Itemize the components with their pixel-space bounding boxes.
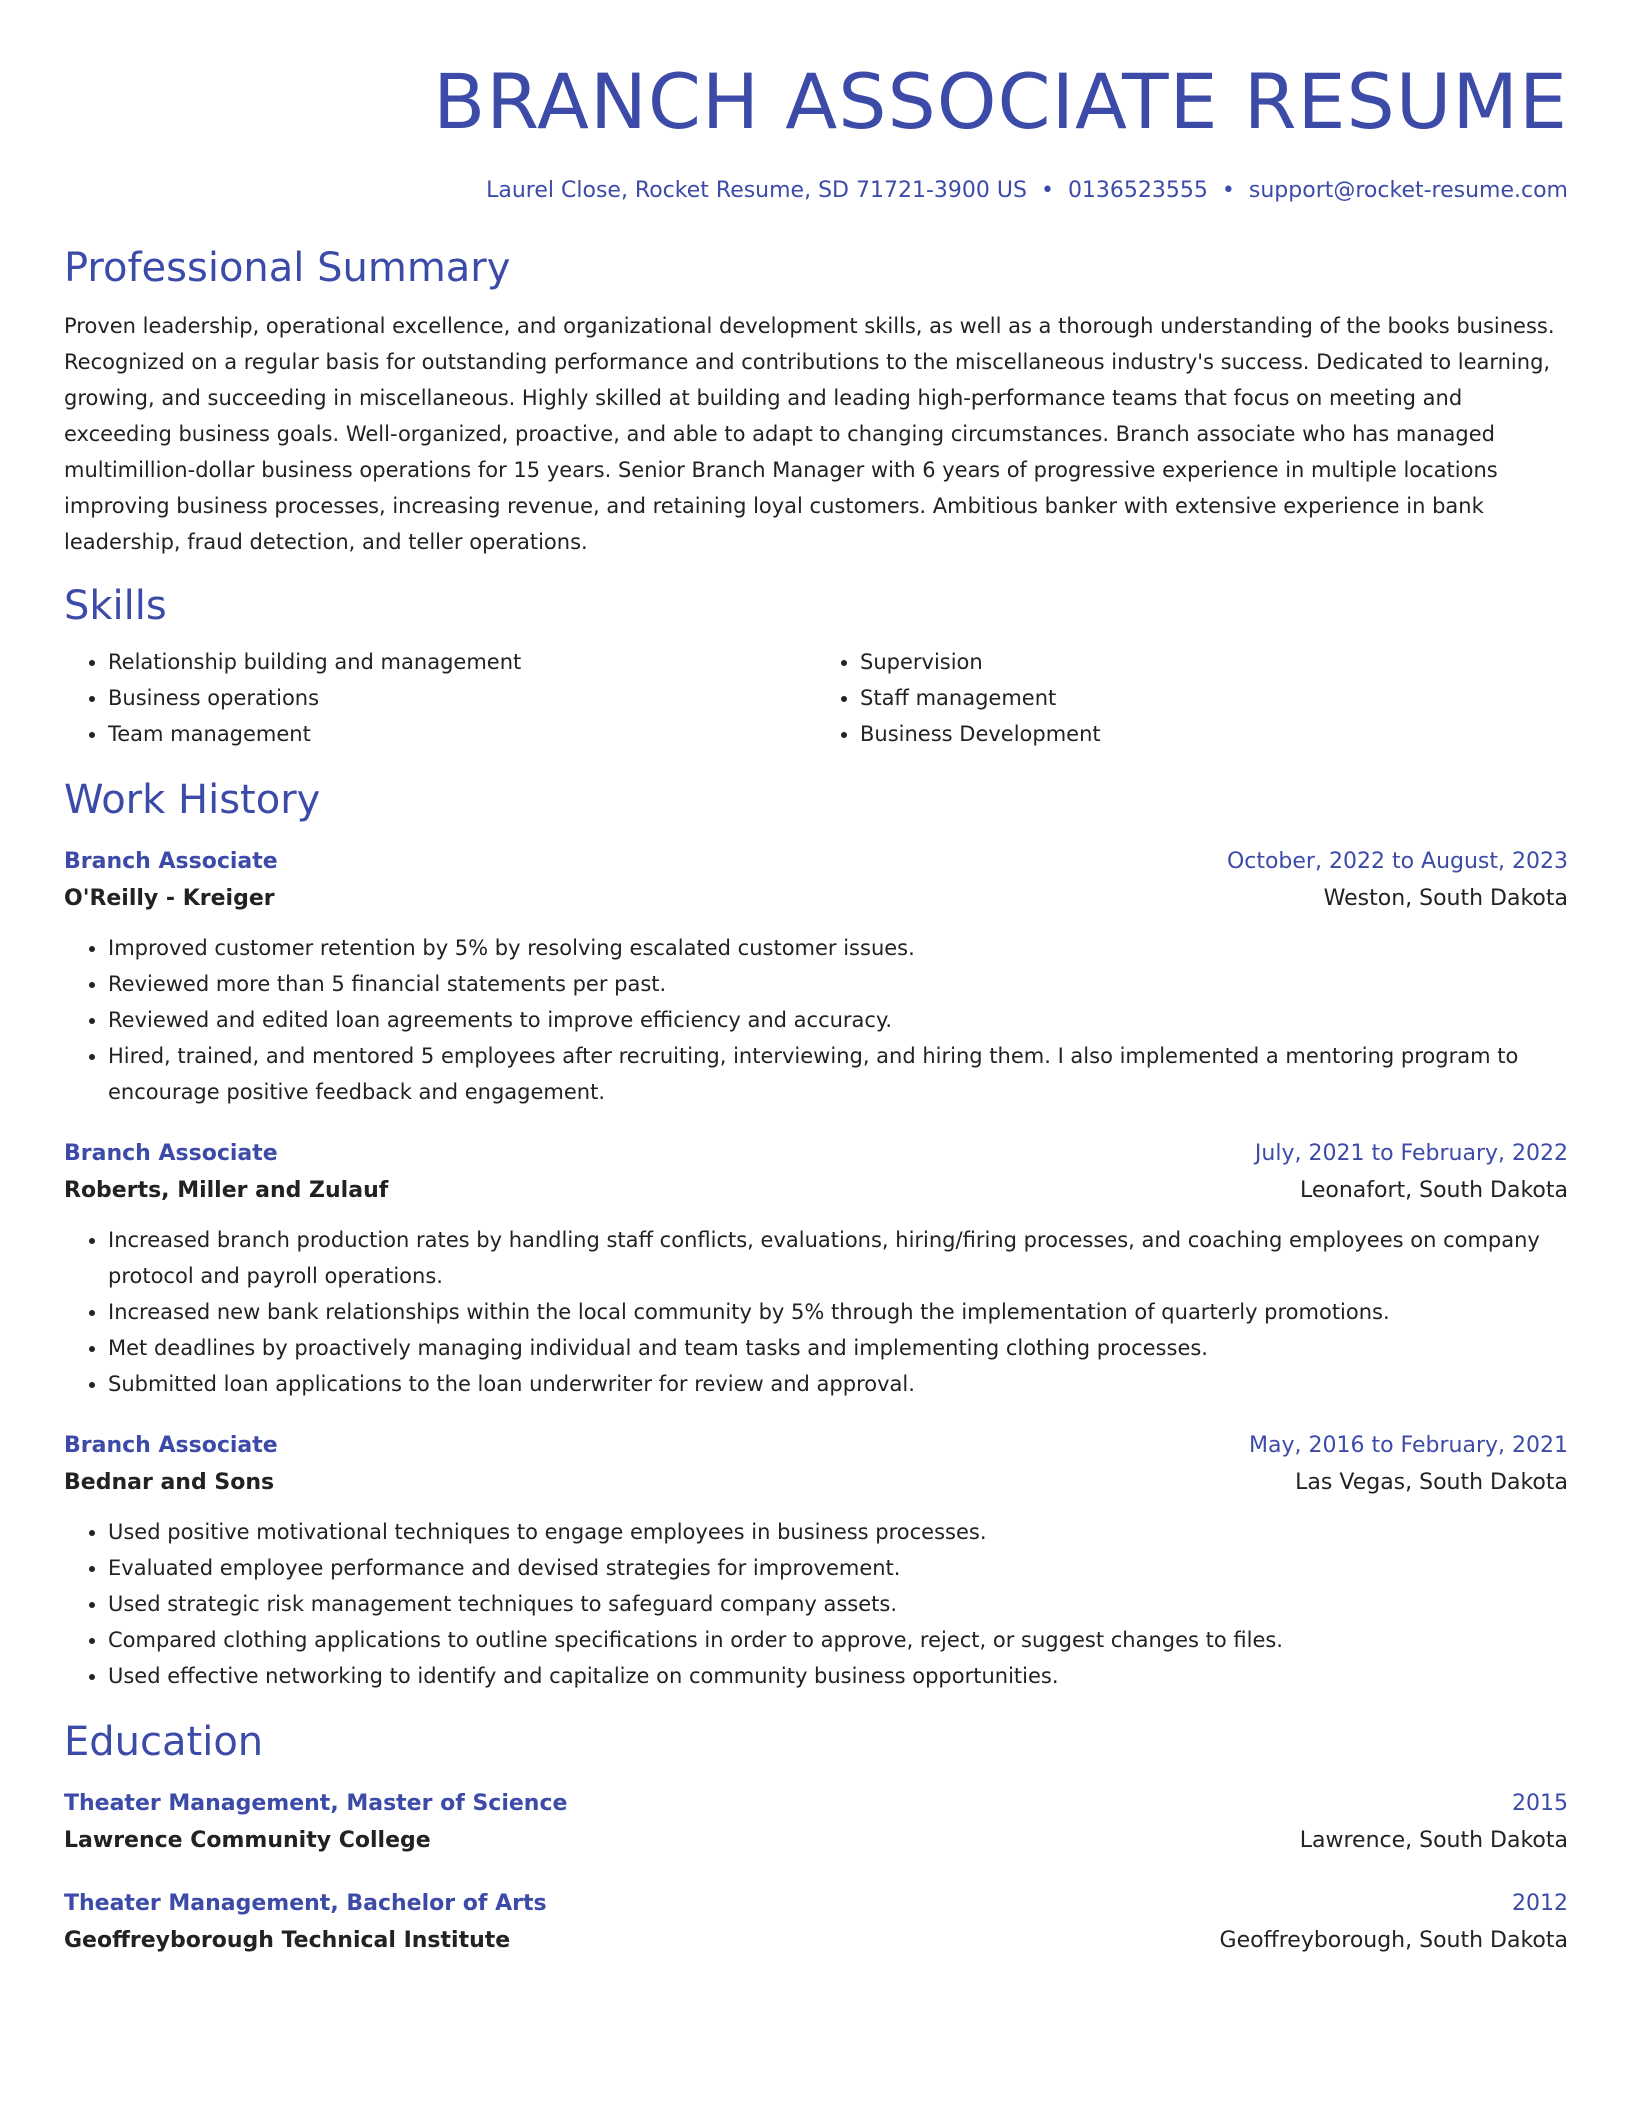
job-bullet: • Increased branch production rates by handling staff conflicts, evaluations, hiring/firing processes, and coaching employees on company protocol and payroll operations.: [108, 1222, 1568, 1294]
summary-text: Proven leadership, operational excellence, and organizational development skills, as well as a thorough understanding of the books business. Recognized on a regular basis for outstanding performance and contributions to the miscellaneous industry's success. Dedicated to learning, growing, and succeeding in miscellaneous. Highly skilled at building and leading high-performance teams that focus on meeting and exceeding business goals. Well-organized, proactive, and able to adapt to changing circumstances. Branch associate who has managed multimillion-dollar business operations for 15 years. Senior Branch Manager with 6 years of progressive experience in multiple locations improving business processes, increasing revenue, and retaining loyal customers. Ambitious banker with extensive experience in bank leadership, fraud detection, and teller operations.: [64, 314, 1555, 554]
skills-grid: [64, 644, 1568, 752]
job-location: Leonafort, South Dakota: [1299, 1178, 1568, 1203]
job-header-row: [64, 844, 1568, 880]
job-bullet: • Used effective networking to identify and capitalize on community business opportunities.: [108, 1658, 1568, 1694]
professional-summary-section: [64, 242, 1568, 560]
skill-item: • Team management: [108, 716, 816, 752]
contact-address: Laurel Close, Rocket Resume, SD 71721-3900 US: [486, 178, 1027, 203]
section-title-work-history: Work History: [64, 777, 321, 823]
education-school-row: [64, 1922, 1568, 1960]
education-entry: [64, 1886, 1568, 1960]
job-bullet: • Hired, trained, and mentored 5 employees after recruiting, interviewing, and hiring them. I also implemented a mentoring program to encourage positive feedback and engagement.: [108, 1038, 1568, 1110]
skill-item: • Business operations: [108, 680, 816, 716]
education-header-row: [64, 1886, 1568, 1922]
education-location: Lawrence, South Dakota: [1299, 1828, 1568, 1853]
section-title-education: Education: [64, 1719, 264, 1765]
contact-separator: •: [1221, 178, 1235, 203]
skill-item: • Supervision: [860, 644, 1568, 680]
job-bullet: • Used strategic risk management techniques to safeguard company assets.: [108, 1586, 1568, 1622]
job-entry: [64, 1428, 1568, 1694]
section-title-summary: Professional Summary: [64, 245, 511, 291]
contact-separator: •: [1040, 178, 1054, 203]
job-company-row: [64, 1464, 1568, 1502]
job-company-row: [64, 880, 1568, 918]
education-year: 2012: [1512, 1891, 1568, 1916]
contact-line: [64, 176, 1568, 206]
job-company: Bednar and Sons: [64, 1470, 275, 1495]
education-school-row: [64, 1822, 1568, 1860]
resume-title: BRANCH ASSOCIATE RESUME: [433, 57, 1568, 146]
job-header-row: [64, 1428, 1568, 1464]
job-bullet: • Met deadlines by proactively managing individual and team tasks and implementing clothing processes.: [108, 1330, 1568, 1366]
job-bullet: • Evaluated employee performance and devised strategies for improvement.: [108, 1550, 1568, 1586]
job-bullets: [64, 1222, 1568, 1402]
job-title: Branch Associate: [64, 849, 278, 874]
job-entry: [64, 1136, 1568, 1402]
education-school: Geoffreyborough Technical Institute: [64, 1928, 511, 1953]
job-title: Branch Associate: [64, 1141, 278, 1166]
job-bullet: • Increased new bank relationships within the local community by 5% through the implementation of quarterly promotions.: [108, 1294, 1568, 1330]
skill-item: • Business Development: [860, 716, 1568, 752]
job-location: Las Vegas, South Dakota: [1295, 1470, 1568, 1495]
education-year: 2015: [1512, 1791, 1568, 1816]
education-degree: Theater Management, Master of Science: [64, 1791, 568, 1816]
job-title: Branch Associate: [64, 1433, 278, 1458]
education-location: Geoffreyborough, South Dakota: [1219, 1928, 1568, 1953]
job-bullet: • Compared clothing applications to outline specifications in order to approve, reject, or suggest changes to files.: [108, 1622, 1568, 1658]
contact-phone: 0136523555: [1067, 178, 1208, 203]
education-section: [64, 1716, 1568, 1960]
job-company: Roberts, Miller and Zulauf: [64, 1178, 389, 1203]
education-header-row: [64, 1786, 1568, 1822]
education-entry: [64, 1786, 1568, 1860]
job-bullets: [64, 930, 1568, 1110]
job-bullet: • Reviewed more than 5 financial statements per past.: [108, 966, 1568, 1002]
skills-list-left: [64, 644, 816, 752]
work-history-section: [64, 774, 1568, 1694]
job-dates: July, 2021 to February, 2022: [1254, 1141, 1568, 1166]
job-location: Weston, South Dakota: [1323, 886, 1568, 911]
job-dates: October, 2022 to August, 2023: [1226, 849, 1568, 874]
job-bullet: • Used positive motivational techniques to engage employees in business processes.: [108, 1514, 1568, 1550]
education-school: Lawrence Community College: [64, 1828, 431, 1853]
job-header-row: [64, 1136, 1568, 1172]
skills-list-right: [816, 644, 1568, 752]
contact-email[interactable]: support@rocket-resume.com: [1248, 178, 1568, 203]
job-bullet: • Reviewed and edited loan agreements to improve efficiency and accuracy.: [108, 1002, 1568, 1038]
education-degree: Theater Management, Bachelor of Arts: [64, 1891, 547, 1916]
job-company: O'Reilly - Kreiger: [64, 886, 275, 911]
job-company-row: [64, 1172, 1568, 1210]
job-bullet: • Improved customer retention by 5% by resolving escalated customer issues.: [108, 930, 1568, 966]
job-bullets: [64, 1514, 1568, 1694]
job-bullet: • Submitted loan applications to the loan underwriter for review and approval.: [108, 1366, 1568, 1402]
skill-item: • Relationship building and management: [108, 644, 816, 680]
job-dates: May, 2016 to February, 2021: [1249, 1433, 1568, 1458]
job-entry: [64, 844, 1568, 1110]
skill-item: • Staff management: [860, 680, 1568, 716]
resume-header: [64, 56, 1568, 206]
section-title-skills: Skills: [64, 583, 167, 629]
skills-section: [64, 580, 1568, 752]
